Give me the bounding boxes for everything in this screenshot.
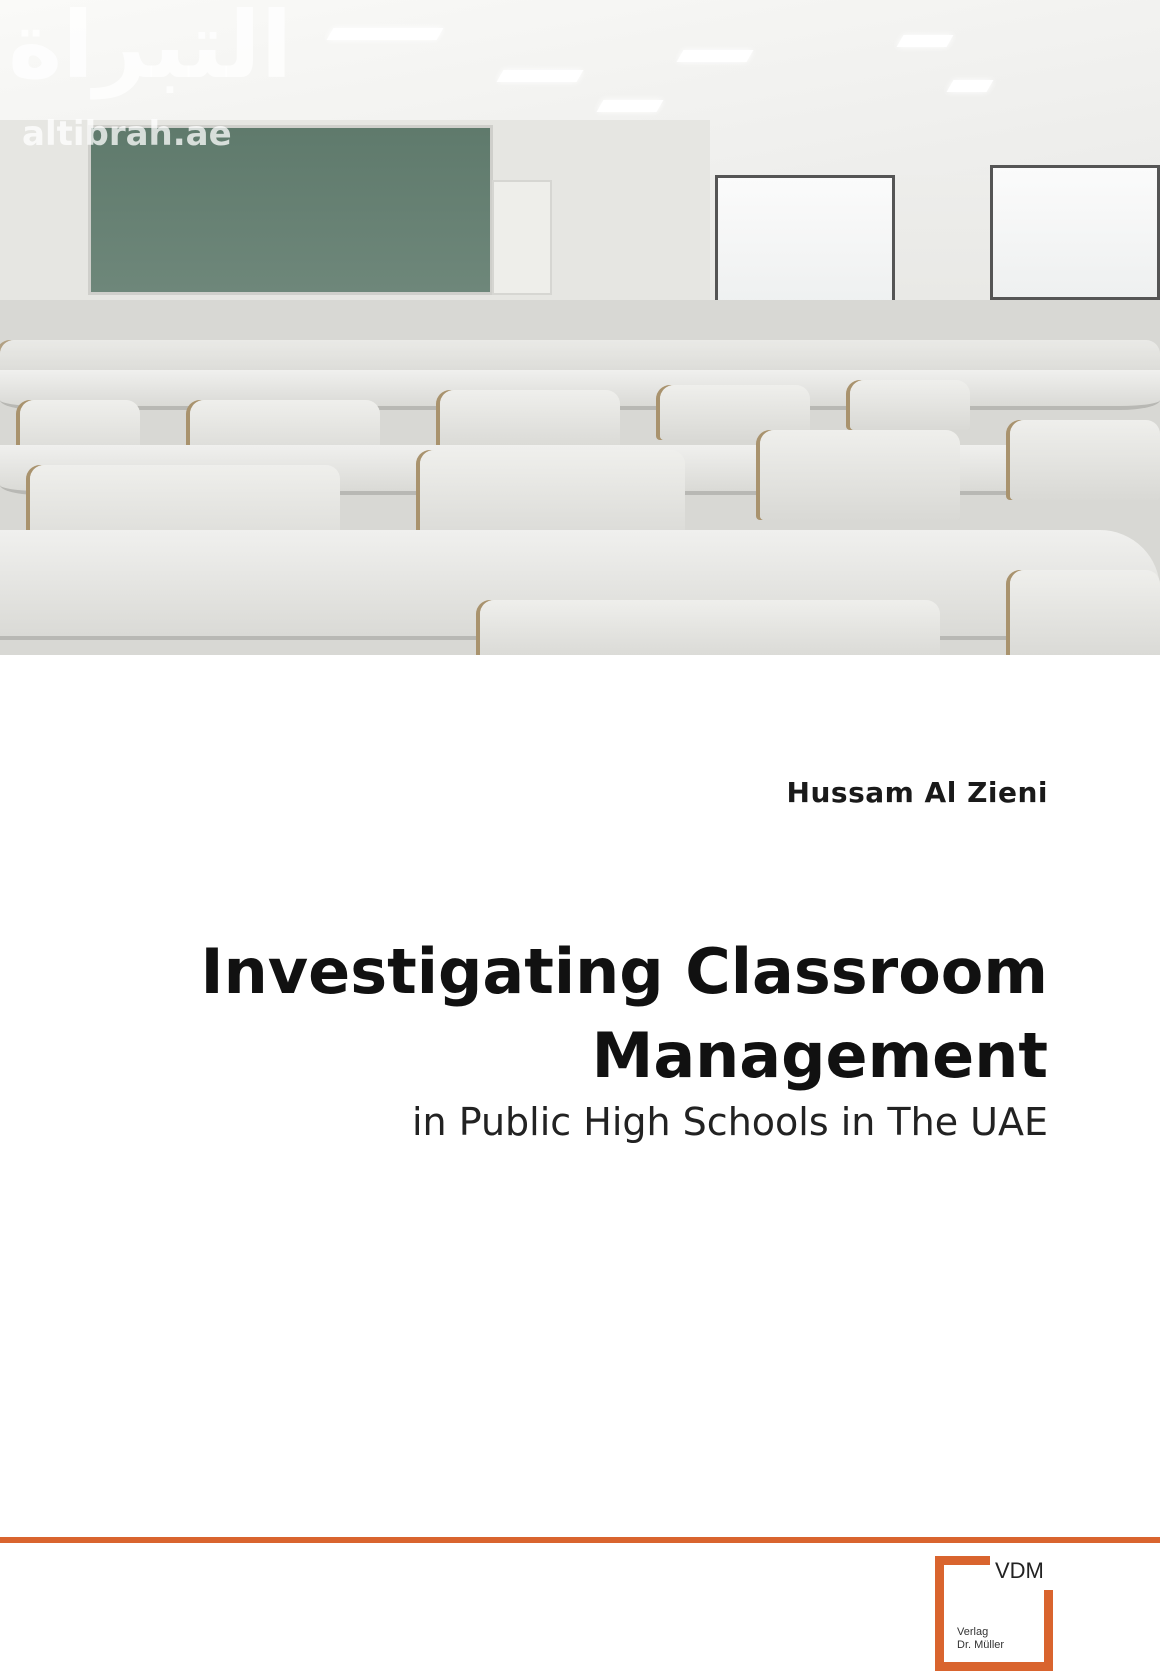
- book-author: Hussam Al Zieni: [786, 776, 1048, 809]
- chair: [440, 390, 620, 450]
- orange-divider: [0, 1537, 1160, 1543]
- ceiling-light: [897, 35, 954, 47]
- window: [715, 175, 895, 310]
- logo-bracket: [1044, 1590, 1053, 1671]
- ceiling-light: [677, 50, 754, 62]
- chair: [1010, 570, 1160, 655]
- book-subtitle: in Public High Schools in The UAE: [412, 1100, 1048, 1144]
- chair: [760, 430, 960, 520]
- logo-bracket: [935, 1556, 944, 1671]
- vdm-publisher-logo: [935, 1556, 1053, 1671]
- window: [990, 165, 1160, 300]
- watermark-arabic: التبراة: [8, 0, 293, 99]
- ceiling-light: [327, 28, 444, 40]
- publisher-line-1: Verlag: [957, 1626, 989, 1638]
- altibrah-watermark-logo: [8, 0, 292, 154]
- book-title: [201, 930, 1048, 1098]
- chair: [1010, 420, 1160, 500]
- logo-bracket: [935, 1662, 1053, 1671]
- chair: [850, 380, 970, 430]
- ceiling-light: [597, 100, 664, 112]
- ceiling-light: [947, 80, 994, 92]
- watermark-site: altibrah.ae: [22, 114, 232, 154]
- ceiling-light: [497, 70, 584, 82]
- title-line-1: Investigating Classroom: [200, 935, 1048, 1008]
- publisher-subtitle: [957, 1626, 1004, 1652]
- title-line-2: Management: [591, 1019, 1048, 1092]
- publisher-name: VDM: [995, 1558, 1044, 1583]
- chair: [480, 600, 940, 655]
- whiteboard: [492, 180, 552, 295]
- publisher-line-2: Dr. Müller: [957, 1639, 1005, 1651]
- cover-photo-classroom: [0, 0, 1160, 655]
